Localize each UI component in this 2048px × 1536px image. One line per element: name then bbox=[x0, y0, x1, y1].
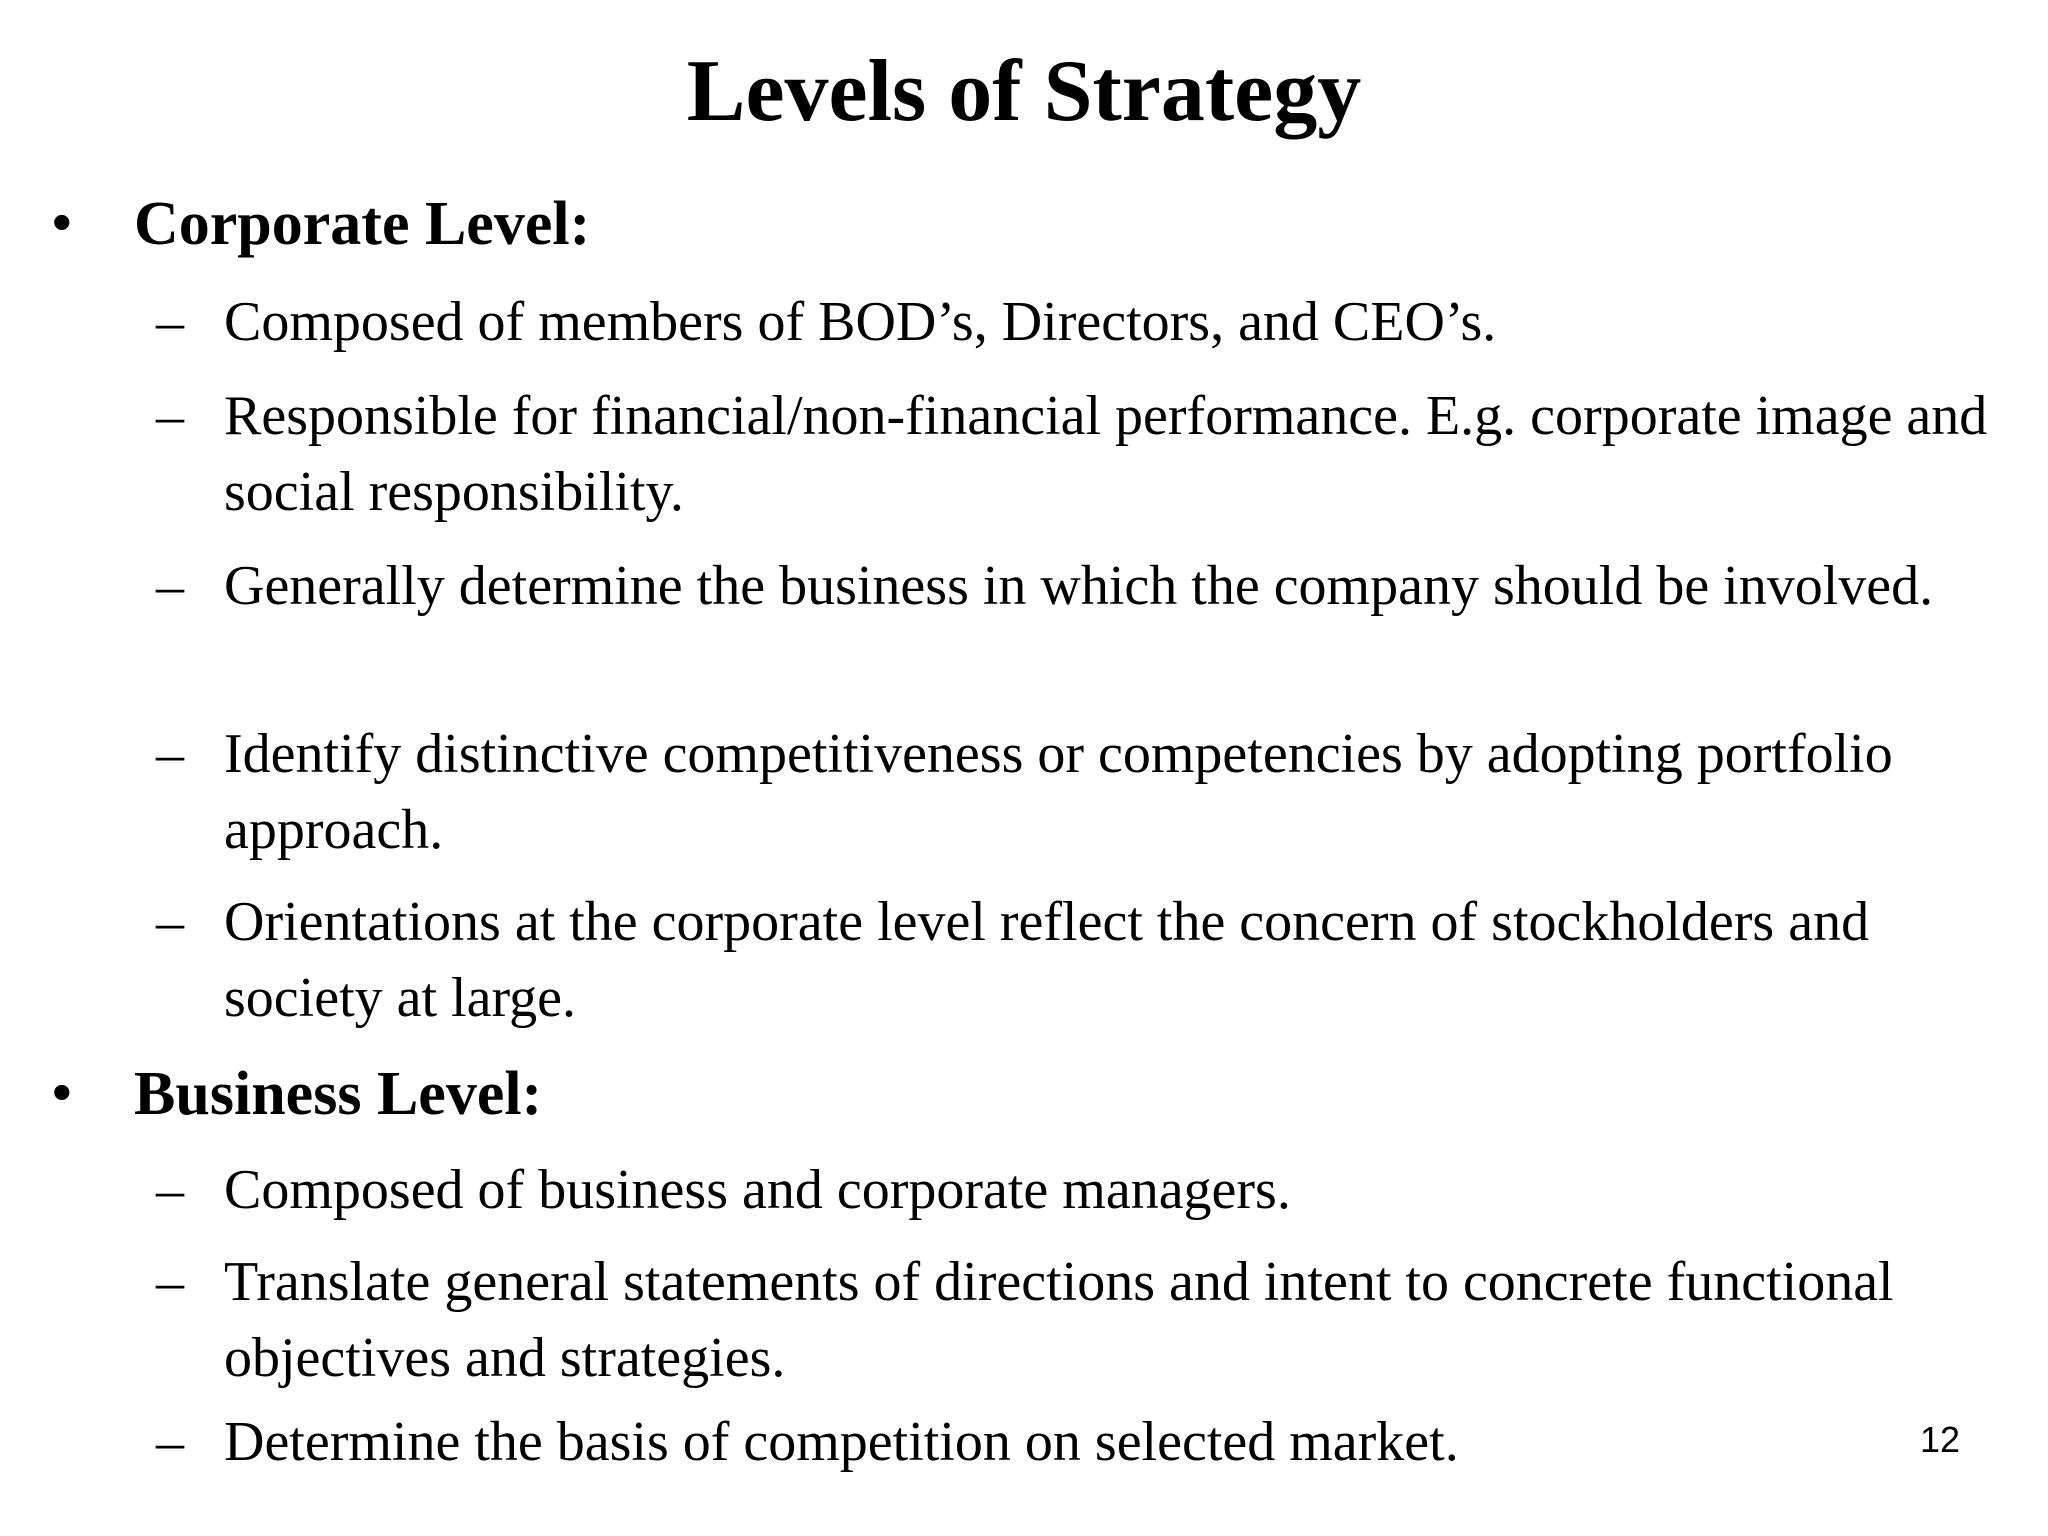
section-heading: Corporate Level: bbox=[134, 190, 591, 258]
bullet-icon: • bbox=[52, 190, 72, 253]
dash-icon: – bbox=[156, 1411, 184, 1473]
sub-item-text: Identify distinctive competitiveness or competencies by adopting portfolio approach. bbox=[224, 723, 1893, 861]
dash-icon: – bbox=[156, 385, 184, 447]
section-heading: Business Level: bbox=[134, 1060, 543, 1128]
slide-title: Levels of Strategy bbox=[686, 43, 1362, 140]
dash-icon: – bbox=[156, 291, 184, 353]
dash-icon: – bbox=[156, 1251, 184, 1313]
page-number: 12 bbox=[1919, 1419, 1960, 1460]
dash-icon: – bbox=[156, 891, 184, 953]
bullet-icon: • bbox=[52, 1060, 72, 1123]
sub-item-text: Generally determine the business in which the company should be involved. bbox=[224, 555, 1934, 617]
dash-icon: – bbox=[156, 723, 184, 785]
sub-item-text: Translate general statements of directions and intent to concrete functional objectives and strategies. bbox=[224, 1251, 1894, 1389]
sub-item-text: Determine the basis of competition on selected market. bbox=[224, 1411, 1459, 1473]
sub-item-text: Composed of business and corporate managers. bbox=[224, 1159, 1291, 1221]
sub-item-text: Composed of members of BOD’s, Directors, and CEO’s. bbox=[224, 291, 1497, 353]
dash-icon: – bbox=[156, 1159, 184, 1221]
dash-icon: – bbox=[156, 555, 184, 617]
sub-item-text: Responsible for financial/non-financial performance. E.g. corporate image and social responsibility. bbox=[224, 385, 1988, 523]
sub-item-text: Orientations at the corporate level reflect the concern of stockholders and society at large. bbox=[224, 891, 1870, 1029]
